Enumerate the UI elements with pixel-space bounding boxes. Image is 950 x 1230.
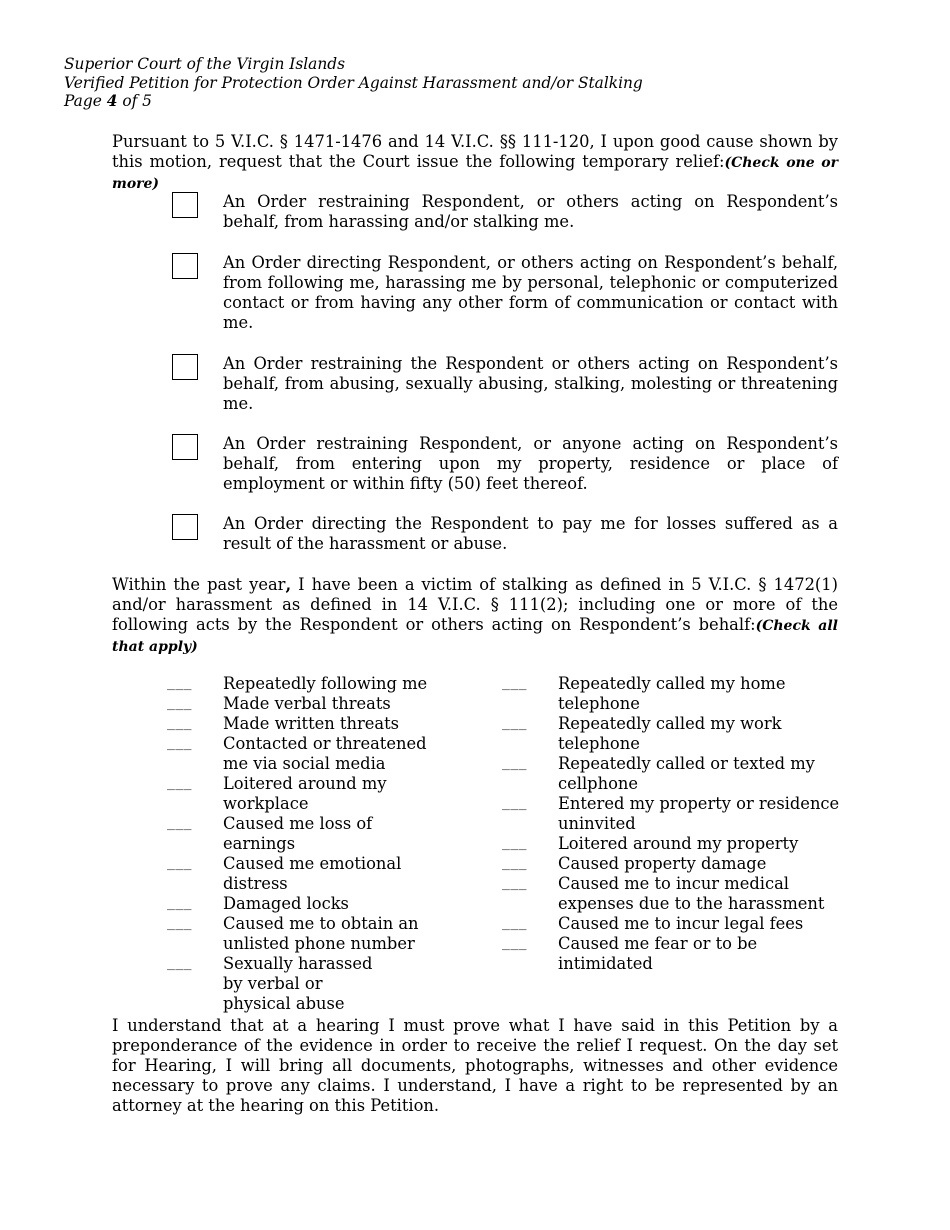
acts-list-left: [167, 674, 467, 1014]
act-item[interactable]: [167, 714, 467, 734]
act-blank[interactable]: ___: [167, 696, 192, 711]
act-label: Repeatedly called or texted my cellphone: [558, 754, 815, 793]
act-item[interactable]: [167, 954, 467, 1014]
act-item[interactable]: [502, 854, 842, 874]
page-indicator: [64, 92, 643, 111]
relief-item: [172, 514, 838, 554]
act-blank[interactable]: ___: [167, 956, 192, 971]
act-label: Entered my property or residence uninvited: [558, 794, 840, 833]
act-item[interactable]: [502, 674, 842, 714]
act-blank[interactable]: ___: [167, 856, 192, 871]
act-item[interactable]: [167, 854, 467, 894]
act-blank[interactable]: ___: [167, 816, 192, 831]
act-label: Sexually harassed by verbal or physical abuse: [223, 954, 373, 1013]
acts-intro-text-before: Within the past year: [112, 575, 286, 594]
act-blank[interactable]: ___: [502, 796, 527, 811]
acts-list-right: [502, 674, 842, 974]
act-blank[interactable]: ___: [502, 716, 527, 731]
act-blank[interactable]: ___: [502, 756, 527, 771]
act-label: Loitered around my workplace: [223, 774, 387, 813]
act-blank[interactable]: ___: [502, 936, 527, 951]
acts-intro-note: (Check all that apply): [112, 618, 838, 655]
act-label: Caused me to incur medical expenses due to the harassment: [558, 874, 825, 913]
act-label: Loitered around my property: [558, 834, 799, 853]
relief-intro-paragraph: [112, 132, 838, 194]
page-suffix: of 5: [117, 92, 152, 110]
relief-item-text: An Order directing Respondent, or others acting on Respondent’s behalf, from following me, harassing me by personal, telephonic or computerized contact or from having any other form of communication or contact with me.: [223, 253, 838, 332]
act-blank[interactable]: ___: [167, 896, 192, 911]
acts-intro-paragraph: [112, 575, 838, 657]
act-blank[interactable]: ___: [502, 676, 527, 691]
act-label: Made written threats: [223, 714, 399, 733]
relief-checkbox-2[interactable]: [172, 253, 198, 279]
act-label: Damaged locks: [223, 894, 349, 913]
relief-checkbox-5[interactable]: [172, 514, 198, 540]
closing-paragraph: I understand that at a hearing I must prove what I have said in this Petition by a preponderance of the evidence in order to receive the relief I request. On the day set for Hearing, I will bring all documents, photographs, witnesses and other evidence necessary to prove any claims. I understand, I have a right to be represented by an attorney at the hearing on this Petition.: [112, 1016, 838, 1115]
act-blank[interactable]: ___: [502, 856, 527, 871]
relief-checkbox-1[interactable]: [172, 192, 198, 218]
act-label: Caused me loss of earnings: [223, 814, 373, 853]
relief-item-text: An Order restraining the Respondent or others acting on Respondent’s behalf, from abusing, sexually abusing, stalking, molesting or threatening me.: [223, 354, 838, 413]
act-item[interactable]: [502, 914, 842, 934]
relief-checkbox-3[interactable]: [172, 354, 198, 380]
act-item[interactable]: [167, 734, 467, 774]
act-item[interactable]: [167, 914, 467, 954]
act-label: Caused me to incur legal fees: [558, 914, 804, 933]
act-label: Repeatedly following me: [223, 674, 428, 693]
page-number: 4: [106, 92, 118, 110]
act-label: Caused me fear or to be intimidated: [558, 934, 758, 973]
act-blank[interactable]: ___: [167, 716, 192, 731]
act-blank[interactable]: ___: [167, 736, 192, 751]
act-blank[interactable]: ___: [502, 836, 527, 851]
court-name: Superior Court of the Virgin Islands: [64, 55, 345, 73]
relief-item: [172, 253, 838, 333]
act-blank[interactable]: ___: [502, 876, 527, 891]
act-item[interactable]: [167, 894, 467, 914]
relief-item-text: An Order restraining Respondent, or anyone acting on Respondent’s behalf, from entering upon my property, residence or place of employment or within fifty (50) feet thereof.: [223, 434, 838, 493]
act-item[interactable]: [502, 794, 842, 834]
relief-item: [172, 354, 838, 414]
relief-checkbox-4[interactable]: [172, 434, 198, 460]
act-item[interactable]: [167, 694, 467, 714]
act-item[interactable]: [502, 754, 842, 794]
relief-intro-note: (Check one or more): [112, 155, 838, 192]
relief-intro-text: Pursuant to 5 V.I.C. § 1471-1476 and 14 V.I.C. §§ 111-120, I upon good cause shown by this motion, request that the Court issue the following temporary relief:: [112, 132, 838, 171]
act-blank[interactable]: ___: [167, 916, 192, 931]
act-item[interactable]: [502, 934, 842, 974]
page-prefix: Page: [64, 92, 107, 110]
act-blank[interactable]: ___: [167, 776, 192, 791]
act-blank[interactable]: ___: [502, 916, 527, 931]
act-item[interactable]: [502, 834, 842, 854]
acts-intro-text-after: I have been a victim of stalking as defined in 5 V.I.C. § 1472(1) and/or harassment as defined in 14 V.I.C. § 111(2); including one or more of the following acts by the Respondent or others acting on Respondent’s behalf:: [112, 575, 838, 634]
act-item[interactable]: [167, 774, 467, 814]
relief-item-text: An Order directing the Respondent to pay me for losses suffered as a result of the harassment or abuse.: [223, 514, 838, 553]
act-label: Repeatedly called my work telephone: [558, 714, 782, 753]
act-item[interactable]: [502, 874, 842, 914]
act-item[interactable]: [167, 674, 467, 694]
page-header: [64, 55, 643, 111]
form-title: Verified Petition for Protection Order Against Harassment and/or Stalking: [64, 73, 643, 92]
act-label: Caused me to obtain an unlisted phone number: [223, 914, 419, 953]
act-label: Caused me emotional distress: [223, 854, 402, 893]
acts-intro-comma: ,: [285, 575, 292, 594]
act-item[interactable]: [167, 814, 467, 854]
relief-item: [172, 192, 838, 232]
relief-item: [172, 434, 838, 494]
relief-item-text: An Order restraining Respondent, or others acting on Respondent’s behalf, from harassing and/or stalking me.: [223, 192, 838, 231]
act-blank[interactable]: ___: [167, 676, 192, 691]
act-label: Contacted or threatened me via social media: [223, 734, 427, 773]
act-label: Made verbal threats: [223, 694, 391, 713]
act-label: Repeatedly called my home telephone: [558, 674, 786, 713]
act-item[interactable]: [502, 714, 842, 754]
act-label: Caused property damage: [558, 854, 767, 873]
